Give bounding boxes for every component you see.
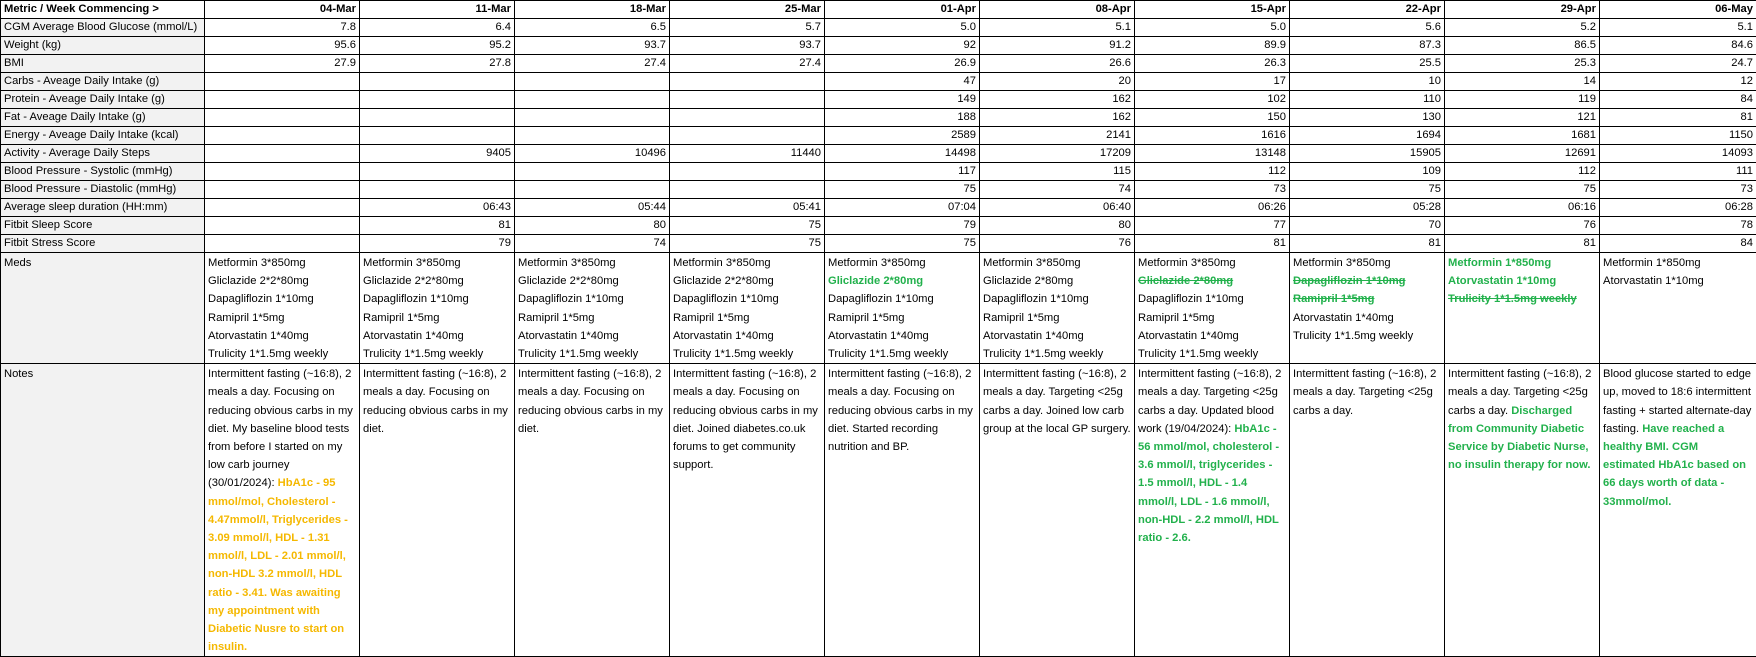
value-cell[interactable]: 5.1: [1600, 19, 1756, 37]
med-item: Metformin 3*850mg: [828, 254, 976, 272]
value-cell[interactable]: [205, 145, 360, 163]
value-cell[interactable]: 06:28: [1600, 199, 1756, 217]
notes-cell[interactable]: [1290, 364, 1445, 657]
value-cell[interactable]: [670, 73, 825, 91]
value-cell[interactable]: 162: [980, 91, 1135, 109]
value-cell[interactable]: 162: [980, 109, 1135, 127]
value-cell[interactable]: 11440: [670, 145, 825, 163]
value-cell[interactable]: 119: [1445, 91, 1600, 109]
value-cell[interactable]: 102: [1135, 91, 1290, 109]
metric-label-cell[interactable]: Fat - Aveage Daily Intake (g): [1, 109, 205, 127]
notes-label-cell[interactable]: Notes: [1, 364, 205, 657]
week-header-cell[interactable]: 25-Mar: [670, 1, 825, 19]
metric-label-cell[interactable]: CGM Average Blood Glucose (mmol/L): [1, 19, 205, 37]
note-text: Intermittent fasting (~16:8), 2 meals a day. Focusing on reducing obvious carbs in my diet.: [363, 368, 508, 435]
med-item: Trulicity 1*1.5mg weekly: [983, 345, 1131, 363]
meds-cell[interactable]: [670, 253, 825, 364]
value-cell[interactable]: 110: [1290, 91, 1445, 109]
week-header-cell[interactable]: 08-Apr: [980, 1, 1135, 19]
value-cell[interactable]: 5.2: [1445, 19, 1600, 37]
value-cell[interactable]: 6.5: [515, 19, 670, 37]
value-cell[interactable]: [205, 235, 360, 253]
week-header-cell[interactable]: 06-May: [1600, 1, 1756, 19]
meds-label-cell[interactable]: Meds: [1, 253, 205, 364]
notes-row: [1, 364, 1756, 657]
metric-label-cell[interactable]: Protein - Aveage Daily Intake (g): [1, 91, 205, 109]
med-item: Gliclazide 2*80mg: [983, 272, 1131, 290]
note-text: HbA1c - 95 mmol/mol, Cholesterol - 4.47mmol/l, Triglycerides - 3.09 mmol/l, HDL - 1.31 mmol/l, LDL - 2.01 mmol/l, non-HDL 3.2 mmol/l, HDL ratio - 3.41. Was awaiting my appointment with Diabetic Nusre to start on insulin.: [208, 477, 348, 653]
week-header-cell[interactable]: 18-Mar: [515, 1, 670, 19]
notes-cell[interactable]: [1135, 364, 1290, 657]
value-cell[interactable]: 75: [825, 181, 980, 199]
note-text: Intermittent fasting (~16:8), 2 meals a day. Targeting <25g carbs a day. Updated blood work (19/04/2024):: [1138, 368, 1281, 435]
value-cell[interactable]: 7.8: [205, 19, 360, 37]
meds-cell[interactable]: [360, 253, 515, 364]
value-cell[interactable]: [360, 181, 515, 199]
value-cell[interactable]: 06:40: [980, 199, 1135, 217]
note-text: Discharged from Community Diabetic Service by Diabetic Nurse, no insulin therapy for now.: [1448, 405, 1591, 472]
value-cell[interactable]: 112: [1135, 163, 1290, 181]
metric-label-cell[interactable]: Blood Pressure - Diastolic (mmHg): [1, 181, 205, 199]
week-header-cell[interactable]: 04-Mar: [205, 1, 360, 19]
med-item: Trulicity 1*1.5mg weekly: [1293, 327, 1441, 345]
value-cell[interactable]: 70: [1290, 217, 1445, 235]
med-item: Trulicity 1*1.5mg weekly: [363, 345, 511, 363]
value-cell[interactable]: [360, 73, 515, 91]
value-cell[interactable]: 80: [980, 217, 1135, 235]
med-item: Dapagliflozin 1*10mg: [1293, 272, 1441, 290]
value-cell[interactable]: 81: [1290, 235, 1445, 253]
med-item: Metformin 3*850mg: [1293, 254, 1441, 272]
metric-label-cell[interactable]: BMI: [1, 55, 205, 73]
meds-cell[interactable]: [1135, 253, 1290, 364]
metric-row: [1, 163, 1756, 181]
value-cell[interactable]: 79: [360, 235, 515, 253]
metric-row: [1, 55, 1756, 73]
value-cell[interactable]: 86.5: [1445, 37, 1600, 55]
value-cell[interactable]: 81: [1600, 109, 1756, 127]
value-cell[interactable]: [205, 109, 360, 127]
metric-row: [1, 127, 1756, 145]
meds-cell[interactable]: [205, 253, 360, 364]
value-cell[interactable]: [515, 73, 670, 91]
med-item: Dapagliflozin 1*10mg: [1138, 290, 1286, 308]
metric-row: [1, 217, 1756, 235]
metric-row: [1, 37, 1756, 55]
value-cell[interactable]: 10: [1290, 73, 1445, 91]
med-item: Gliclazide 2*2*80mg: [363, 272, 511, 290]
value-cell[interactable]: 26.6: [980, 55, 1135, 73]
med-item: Atorvastatin 1*40mg: [518, 327, 666, 345]
med-item: Dapagliflozin 1*10mg: [208, 290, 356, 308]
med-item: Gliclazide 2*80mg: [828, 272, 976, 290]
metric-label-cell[interactable]: Carbs - Aveage Daily Intake (g): [1, 73, 205, 91]
value-cell[interactable]: 81: [1445, 235, 1600, 253]
med-item: Metformin 3*850mg: [363, 254, 511, 272]
value-cell[interactable]: [515, 163, 670, 181]
value-cell[interactable]: [515, 109, 670, 127]
value-cell[interactable]: 89.9: [1135, 37, 1290, 55]
week-header-cell[interactable]: 29-Apr: [1445, 1, 1600, 19]
value-cell[interactable]: 73: [1600, 181, 1756, 199]
meds-cell[interactable]: [1290, 253, 1445, 364]
value-cell[interactable]: 81: [360, 217, 515, 235]
med-item: Ramipril 1*5mg: [208, 309, 356, 327]
med-item: Atorvastatin 1*10mg: [1603, 272, 1753, 290]
value-cell[interactable]: 80: [515, 217, 670, 235]
med-item: Atorvastatin 1*40mg: [828, 327, 976, 345]
value-cell[interactable]: 95.2: [360, 37, 515, 55]
value-cell[interactable]: [205, 127, 360, 145]
metric-row: [1, 181, 1756, 199]
value-cell[interactable]: 1694: [1290, 127, 1445, 145]
med-item: Dapagliflozin 1*10mg: [363, 290, 511, 308]
med-item: Trulicity 1*1.5mg weekly: [673, 345, 821, 363]
value-cell[interactable]: 06:26: [1135, 199, 1290, 217]
value-cell[interactable]: 5.7: [670, 19, 825, 37]
value-cell[interactable]: [515, 181, 670, 199]
value-cell[interactable]: [205, 163, 360, 181]
meds-cell[interactable]: [1445, 253, 1600, 364]
value-cell[interactable]: [205, 217, 360, 235]
med-item: Trulicity 1*1.5mg weekly: [208, 345, 356, 363]
value-cell[interactable]: [205, 91, 360, 109]
med-item: Atorvastatin 1*10mg: [1448, 272, 1596, 290]
value-cell[interactable]: 10496: [515, 145, 670, 163]
med-item: Gliclazide 2*2*80mg: [673, 272, 821, 290]
value-cell[interactable]: [360, 109, 515, 127]
value-cell[interactable]: 115: [980, 163, 1135, 181]
metric-row: [1, 235, 1756, 253]
med-item: Atorvastatin 1*40mg: [1138, 327, 1286, 345]
notes-cell[interactable]: [980, 364, 1135, 657]
value-cell[interactable]: 05:41: [670, 199, 825, 217]
week-header-cell[interactable]: 15-Apr: [1135, 1, 1290, 19]
med-item: Atorvastatin 1*40mg: [208, 327, 356, 345]
value-cell[interactable]: 26.9: [825, 55, 980, 73]
med-item: Ramipril 1*5mg: [673, 309, 821, 327]
value-cell[interactable]: 47: [825, 73, 980, 91]
value-cell[interactable]: 81: [1135, 235, 1290, 253]
value-cell[interactable]: 121: [1445, 109, 1600, 127]
meds-cell[interactable]: [1600, 253, 1756, 364]
note-text: HbA1c - 56 mmol/mol, cholesterol - 3.6 mmol/l, triglycerides - 1.5 mmol/l, HDL - 1.4 mmol/l, LDL - 1.6 mmol/l, non-HDL - 2.2 mmol/l, HDL ratio - 2.6.: [1138, 423, 1279, 544]
value-cell[interactable]: 76: [1445, 217, 1600, 235]
value-cell[interactable]: 12: [1600, 73, 1756, 91]
value-cell[interactable]: [670, 109, 825, 127]
value-cell[interactable]: 109: [1290, 163, 1445, 181]
metric-row: [1, 19, 1756, 37]
med-item: Ramipril 1*5mg: [1293, 290, 1441, 308]
med-item: Atorvastatin 1*40mg: [673, 327, 821, 345]
value-cell[interactable]: 06:16: [1445, 199, 1600, 217]
metric-row: [1, 199, 1756, 217]
value-cell[interactable]: 84: [1600, 91, 1756, 109]
week-header-cell[interactable]: 22-Apr: [1290, 1, 1445, 19]
notes-cell[interactable]: [825, 364, 980, 657]
value-cell[interactable]: 76: [980, 235, 1135, 253]
meds-cell[interactable]: [515, 253, 670, 364]
metric-header-cell[interactable]: Metric / Week Commencing >: [1, 1, 205, 19]
med-item: Dapagliflozin 1*10mg: [673, 290, 821, 308]
med-item: Gliclazide 2*2*80mg: [518, 272, 666, 290]
value-cell[interactable]: 75: [825, 235, 980, 253]
value-cell[interactable]: [670, 91, 825, 109]
metric-row: [1, 73, 1756, 91]
value-cell[interactable]: 79: [825, 217, 980, 235]
value-cell[interactable]: 24.7: [1600, 55, 1756, 73]
med-item: Atorvastatin 1*40mg: [1293, 309, 1441, 327]
metric-label-cell[interactable]: Fitbit Stress Score: [1, 235, 205, 253]
value-cell[interactable]: 14093: [1600, 145, 1756, 163]
note-text: Intermittent fasting (~16:8), 2 meals a day. Focusing on reducing obvious carbs in my diet.: [518, 368, 663, 435]
value-cell[interactable]: [205, 199, 360, 217]
med-item: Dapagliflozin 1*10mg: [828, 290, 976, 308]
value-cell[interactable]: 1681: [1445, 127, 1600, 145]
value-cell[interactable]: 1150: [1600, 127, 1756, 145]
value-cell[interactable]: 130: [1290, 109, 1445, 127]
metric-label-cell[interactable]: Weight (kg): [1, 37, 205, 55]
value-cell[interactable]: 84.6: [1600, 37, 1756, 55]
value-cell[interactable]: 12691: [1445, 145, 1600, 163]
metric-label-cell[interactable]: Activity - Average Daily Steps: [1, 145, 205, 163]
med-item: Ramipril 1*5mg: [518, 309, 666, 327]
value-cell[interactable]: 26.3: [1135, 55, 1290, 73]
med-item: Ramipril 1*5mg: [983, 309, 1131, 327]
value-cell[interactable]: 2589: [825, 127, 980, 145]
value-cell[interactable]: [515, 127, 670, 145]
med-item: Ramipril 1*5mg: [828, 309, 976, 327]
value-cell[interactable]: 05:44: [515, 199, 670, 217]
metric-label-cell[interactable]: Average sleep duration (HH:mm): [1, 199, 205, 217]
value-cell[interactable]: 15905: [1290, 145, 1445, 163]
week-header-cell[interactable]: 11-Mar: [360, 1, 515, 19]
med-item: Metformin 3*850mg: [673, 254, 821, 272]
med-item: Metformin 3*850mg: [518, 254, 666, 272]
value-cell[interactable]: 150: [1135, 109, 1290, 127]
value-cell[interactable]: 17209: [980, 145, 1135, 163]
value-cell[interactable]: 77: [1135, 217, 1290, 235]
value-cell[interactable]: 5.6: [1290, 19, 1445, 37]
value-cell[interactable]: 74: [515, 235, 670, 253]
value-cell[interactable]: 20: [980, 73, 1135, 91]
value-cell[interactable]: [360, 127, 515, 145]
value-cell[interactable]: 92: [825, 37, 980, 55]
value-cell[interactable]: 95.6: [205, 37, 360, 55]
value-cell[interactable]: 111: [1600, 163, 1756, 181]
week-header-cell[interactable]: 01-Apr: [825, 1, 980, 19]
note-text: Intermittent fasting (~16:8), 2 meals a day. Targeting <25g carbs a day.: [1448, 368, 1591, 416]
value-cell[interactable]: 75: [1290, 181, 1445, 199]
meds-cell[interactable]: [980, 253, 1135, 364]
value-cell[interactable]: 84: [1600, 235, 1756, 253]
med-item: Metformin 3*850mg: [1138, 254, 1286, 272]
value-cell[interactable]: [515, 91, 670, 109]
metric-label-cell[interactable]: Fitbit Sleep Score: [1, 217, 205, 235]
med-item: Dapagliflozin 1*10mg: [983, 290, 1131, 308]
notes-cell[interactable]: [515, 364, 670, 657]
value-cell[interactable]: 91.2: [980, 37, 1135, 55]
value-cell[interactable]: 5.0: [825, 19, 980, 37]
med-item: Metformin 3*850mg: [983, 254, 1131, 272]
med-item: Metformin 1*850mg: [1448, 254, 1596, 272]
value-cell[interactable]: 13148: [1135, 145, 1290, 163]
value-cell[interactable]: [670, 181, 825, 199]
med-item: Trulicity 1*1.5mg weekly: [828, 345, 976, 363]
header-row: [1, 1, 1756, 19]
note-text: Blood glucose started to edge up, moved to 18:6 intermittent fasting + started alternate-day fasting.: [1603, 368, 1751, 435]
value-cell[interactable]: 74: [980, 181, 1135, 199]
note-text: Have reached a healthy BMI. CGM estimated HbA1c based on 66 days worth of data - 33mmol/mol.: [1603, 423, 1746, 508]
value-cell[interactable]: 87.3: [1290, 37, 1445, 55]
note-text: Intermittent fasting (~16:8), 2 meals a day. Focusing on reducing obvious carbs in my diet. Joined diabetes.co.uk forums to get community support.: [673, 368, 818, 471]
value-cell[interactable]: 9405: [360, 145, 515, 163]
med-item: Trulicity 1*1.5mg weekly: [1448, 290, 1596, 308]
value-cell[interactable]: 5.1: [980, 19, 1135, 37]
value-cell[interactable]: 149: [825, 91, 980, 109]
notes-cell[interactable]: [360, 364, 515, 657]
metric-row: [1, 145, 1756, 163]
value-cell[interactable]: 75: [670, 217, 825, 235]
med-item: Dapagliflozin 1*10mg: [518, 290, 666, 308]
metric-row: [1, 91, 1756, 109]
value-cell[interactable]: [205, 181, 360, 199]
med-item: Ramipril 1*5mg: [363, 309, 511, 327]
value-cell[interactable]: 75: [670, 235, 825, 253]
med-item: Ramipril 1*5mg: [1138, 309, 1286, 327]
value-cell[interactable]: 17: [1135, 73, 1290, 91]
value-cell[interactable]: [360, 163, 515, 181]
metric-label-cell[interactable]: Energy - Aveage Daily Intake (kcal): [1, 127, 205, 145]
value-cell[interactable]: 27.4: [670, 55, 825, 73]
value-cell[interactable]: [205, 73, 360, 91]
value-cell[interactable]: 117: [825, 163, 980, 181]
value-cell[interactable]: 78: [1600, 217, 1756, 235]
value-cell[interactable]: 14498: [825, 145, 980, 163]
value-cell[interactable]: 112: [1445, 163, 1600, 181]
value-cell[interactable]: [360, 91, 515, 109]
value-cell[interactable]: 2141: [980, 127, 1135, 145]
med-item: Trulicity 1*1.5mg weekly: [1138, 345, 1286, 363]
meds-row: [1, 253, 1756, 364]
value-cell[interactable]: 14: [1445, 73, 1600, 91]
notes-cell[interactable]: [205, 364, 360, 657]
value-cell[interactable]: 27.8: [360, 55, 515, 73]
value-cell[interactable]: 25.5: [1290, 55, 1445, 73]
value-cell[interactable]: 5.0: [1135, 19, 1290, 37]
note-text: Intermittent fasting (~16:8), 2 meals a day. Targeting <25g carbs a day. Joined low carb group at the local GP surgery.: [983, 368, 1131, 435]
metric-row: [1, 109, 1756, 127]
note-text: Intermittent fasting (~16:8), 2 meals a day. Targeting <25g carbs a day.: [1293, 368, 1436, 416]
value-cell[interactable]: [670, 163, 825, 181]
note-text: Intermittent fasting (~16:8), 2 meals a day. Focusing on reducing obvious carbs in my diet. Started recording nutrition and BP.: [828, 368, 973, 453]
med-item: Gliclazide 2*80mg: [1138, 272, 1286, 290]
value-cell[interactable]: 27.4: [515, 55, 670, 73]
notes-cell[interactable]: [1600, 364, 1756, 657]
metric-label-cell[interactable]: Blood Pressure - Systolic (mmHg): [1, 163, 205, 181]
med-item: Atorvastatin 1*40mg: [363, 327, 511, 345]
value-cell[interactable]: 25.3: [1445, 55, 1600, 73]
med-item: Trulicity 1*1.5mg weekly: [518, 345, 666, 363]
value-cell[interactable]: 05:28: [1290, 199, 1445, 217]
value-cell[interactable]: 07:04: [825, 199, 980, 217]
med-item: Metformin 3*850mg: [208, 254, 356, 272]
value-cell[interactable]: 6.4: [360, 19, 515, 37]
med-item: Metformin 1*850mg: [1603, 254, 1753, 272]
med-item: Atorvastatin 1*40mg: [983, 327, 1131, 345]
med-item: Gliclazide 2*2*80mg: [208, 272, 356, 290]
value-cell[interactable]: 75: [1445, 181, 1600, 199]
value-cell[interactable]: [670, 127, 825, 145]
value-cell[interactable]: 73: [1135, 181, 1290, 199]
notes-cell[interactable]: [670, 364, 825, 657]
value-cell[interactable]: 93.7: [670, 37, 825, 55]
value-cell[interactable]: 1616: [1135, 127, 1290, 145]
meds-cell[interactable]: [825, 253, 980, 364]
value-cell[interactable]: 188: [825, 109, 980, 127]
value-cell[interactable]: 27.9: [205, 55, 360, 73]
value-cell[interactable]: 06:43: [360, 199, 515, 217]
note-text: Intermittent fasting (~16:8), 2 meals a day. Focusing on reducing obvious carbs in my diet. My baseline blood tests from before I started on my low carb journey (30/01/2024):: [208, 368, 353, 489]
notes-cell[interactable]: [1445, 364, 1600, 657]
value-cell[interactable]: 93.7: [515, 37, 670, 55]
